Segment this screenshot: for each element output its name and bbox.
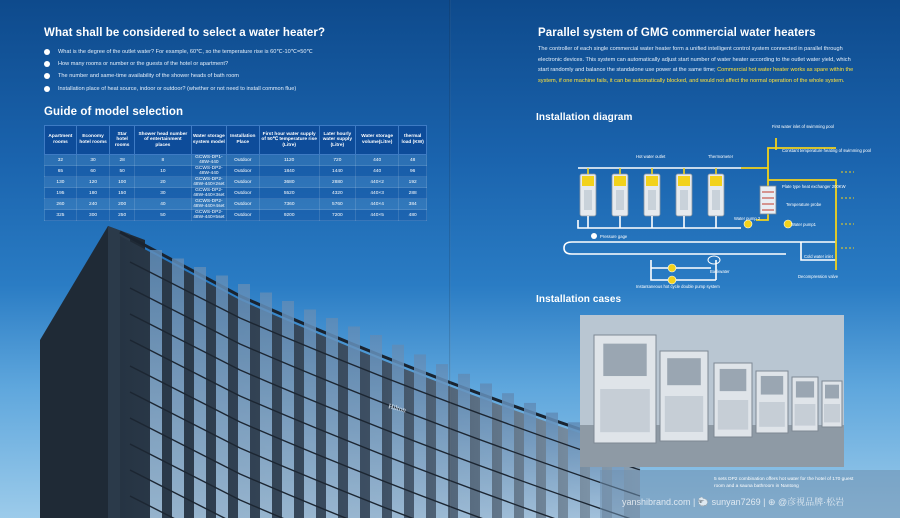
table-cell: 2880 bbox=[319, 177, 355, 188]
table-cell: GCWS-DP2-48W-440×3set bbox=[191, 188, 226, 199]
water-heater-unit bbox=[676, 168, 692, 228]
question-text: What is the degree of the outlet water? For example, 60℃, so the temperature rise is 60℃-10℃=50℃ bbox=[58, 49, 313, 55]
table-cell: GCWS-DP2-48W-440×2set bbox=[191, 177, 226, 188]
table-cell: 1120 bbox=[259, 155, 319, 166]
table-header-cell: Later hourly water supply (Litre) bbox=[319, 126, 355, 155]
table-cell: 440×4 bbox=[355, 199, 398, 210]
table-header-cell: Shower head number of entertainment places bbox=[135, 126, 192, 155]
water-heater-unit bbox=[708, 168, 724, 228]
table-cell: 195 bbox=[45, 188, 77, 199]
label-backwater: Backwater bbox=[710, 269, 730, 274]
guide-title: Guide of model selection bbox=[44, 106, 184, 118]
table-cell: GCWS-DP2-48W-440 bbox=[191, 166, 226, 177]
table-cell: 440×2 bbox=[355, 177, 398, 188]
table-cell: 300 bbox=[76, 210, 109, 221]
label-water-pump1: Water pump1 bbox=[791, 222, 816, 227]
description-highlight: Commercial hot water heater works as spare within the system, if one machine fails, it can be automatically blocked, and would not affect the normal operation of the whole system. bbox=[538, 67, 854, 84]
table-cell: 180 bbox=[76, 188, 109, 199]
table-cell: 32 bbox=[45, 155, 77, 166]
table-cell: 100 bbox=[110, 177, 135, 188]
label-cold-water-inlet: Cold water inlet bbox=[804, 254, 833, 259]
table-cell: 96 bbox=[399, 166, 427, 177]
table-cell: Outdoor bbox=[227, 199, 260, 210]
table-cell: Outdoor bbox=[227, 177, 260, 188]
label-decompression-valve: Decompression valve bbox=[798, 274, 839, 279]
table-cell: 288 bbox=[399, 188, 427, 199]
table-cell: 7200 bbox=[319, 210, 355, 221]
table-cell: 5520 bbox=[259, 188, 319, 199]
installation-diagram-title: Installation diagram bbox=[536, 112, 633, 123]
table-cell: GCWS-DP1-48W-440 bbox=[191, 155, 226, 166]
table-header-cell: Water storage volume(Litre) bbox=[355, 126, 398, 155]
installed-heater bbox=[792, 377, 818, 431]
table-cell: 50 bbox=[110, 166, 135, 177]
question-text: The number and same-time availability of the shower heads of bath room bbox=[58, 73, 239, 80]
table-cell: 9200 bbox=[259, 210, 319, 221]
installed-heater bbox=[714, 363, 752, 437]
table-cell: 1840 bbox=[259, 166, 319, 177]
table-cell: 65 bbox=[45, 166, 77, 177]
table-header-cell: Apartment rooms bbox=[45, 126, 77, 155]
table-cell: 30 bbox=[135, 188, 192, 199]
table-cell: 60 bbox=[76, 166, 109, 177]
installed-heater bbox=[660, 351, 708, 441]
installation-case-photo bbox=[580, 315, 844, 467]
table-header-cell: First hour water supply of 50℃ temperature rise (Litre) bbox=[259, 126, 319, 155]
table-cell: 200 bbox=[110, 199, 135, 210]
table-cell: 440 bbox=[355, 155, 398, 166]
installed-heater bbox=[822, 381, 842, 427]
watermark: yanshibrand.com | 🐑 sunyan7269 | ⊕ @彦视品牌·松岩 bbox=[622, 497, 845, 507]
installed-heater bbox=[756, 371, 788, 433]
table-cell: 192 bbox=[399, 177, 427, 188]
table-cell: Outdoor bbox=[227, 210, 260, 221]
table-cell: 120 bbox=[76, 177, 109, 188]
water-heater-unit bbox=[580, 168, 596, 228]
label-constant-temp: Constant temperature heating of swimming pool bbox=[782, 148, 871, 153]
table-cell: 440×3 bbox=[355, 188, 398, 199]
table-cell: 20 bbox=[135, 177, 192, 188]
cases-caption: 5 sets DP2 combination offers hot water for the hotel of 170 guest room and a sauna bathroom in Nantong bbox=[714, 477, 854, 489]
water-heater-unit bbox=[644, 168, 660, 228]
label-plate-exchanger: Plate type heat exchanger 200KW bbox=[782, 184, 846, 189]
table-cell: 48 bbox=[399, 155, 427, 166]
description-text: The controller of each single commercial water heater form a unified intelligent control system connected in parallel through electronic devices. This system can automatically adjust start number of water heater according to the outlet water yield, which start randomly and balance the standalone use power at the same time; bbox=[538, 46, 851, 74]
question-text: Installation place of heat source, indoor or outdoor? (whether or not need to install common flue) bbox=[58, 85, 297, 92]
question-text: How many rooms or number or the guests of the hotel or apartment? bbox=[58, 61, 229, 68]
table-cell: 8 bbox=[135, 155, 192, 166]
building-sign: Hilton bbox=[387, 402, 407, 415]
system-description bbox=[538, 44, 856, 86]
table-cell: 440×5 bbox=[355, 210, 398, 221]
label-first-water-inlet: First water inlet of swimming pool bbox=[772, 124, 834, 129]
table-header-cell: thermal load (KW) bbox=[399, 126, 427, 155]
table-cell: Outdoor bbox=[227, 188, 260, 199]
water-heater-unit bbox=[612, 168, 628, 228]
table-cell: 384 bbox=[399, 199, 427, 210]
table-cell: 7360 bbox=[259, 199, 319, 210]
table-cell: 130 bbox=[45, 177, 77, 188]
table-cell: Outdoor bbox=[227, 166, 260, 177]
label-pressure-gage: Pressure gage bbox=[600, 234, 628, 239]
table-cell: 4320 bbox=[319, 188, 355, 199]
parallel-system-title: Parallel system of GMG commercial water heaters bbox=[538, 27, 816, 39]
label-thermometer: Thermometer bbox=[708, 154, 734, 159]
table-cell: 240 bbox=[76, 199, 109, 210]
installation-diagram bbox=[536, 120, 871, 290]
label-hot-water-outlet: Hot water outlet bbox=[636, 154, 666, 159]
label-water-pump2: Water pump 2 bbox=[734, 216, 761, 221]
table-cell: 40 bbox=[135, 199, 192, 210]
table-cell: 480 bbox=[399, 210, 427, 221]
label-instantaneous: Instantaneous hot cycle double pump system bbox=[636, 284, 720, 289]
table-header-cell: Installation Place bbox=[227, 126, 260, 155]
table-cell: Outdoor bbox=[227, 155, 260, 166]
table-cell: 5760 bbox=[319, 199, 355, 210]
table-header-cell: Water storage system model bbox=[191, 126, 226, 155]
table-cell: 1440 bbox=[319, 166, 355, 177]
table-header-cell: Economy hotel rooms bbox=[76, 126, 109, 155]
table-cell: 260 bbox=[45, 199, 77, 210]
label-temp-probe: Temperature probe bbox=[786, 202, 822, 207]
table-cell: 440 bbox=[355, 166, 398, 177]
table-cell: 250 bbox=[110, 210, 135, 221]
table-header-cell: Star hotel rooms bbox=[110, 126, 135, 155]
selection-title: What shall be considered to select a water heater? bbox=[44, 27, 326, 39]
table-cell: 30 bbox=[76, 155, 109, 166]
table-cell: 720 bbox=[319, 155, 355, 166]
installation-cases-title: Installation cases bbox=[536, 294, 622, 305]
table-cell: 325 bbox=[45, 210, 77, 221]
table-cell: 28 bbox=[110, 155, 135, 166]
table-cell: 50 bbox=[135, 210, 192, 221]
table-cell: 10 bbox=[135, 166, 192, 177]
table-cell: 150 bbox=[110, 188, 135, 199]
table-cell: GCWS-DP2-48W-440×4set bbox=[191, 199, 226, 210]
table-cell: 3680 bbox=[259, 177, 319, 188]
installed-heater bbox=[594, 335, 656, 443]
table-cell: GCWS-DP2-48W-440×5set bbox=[191, 210, 226, 221]
